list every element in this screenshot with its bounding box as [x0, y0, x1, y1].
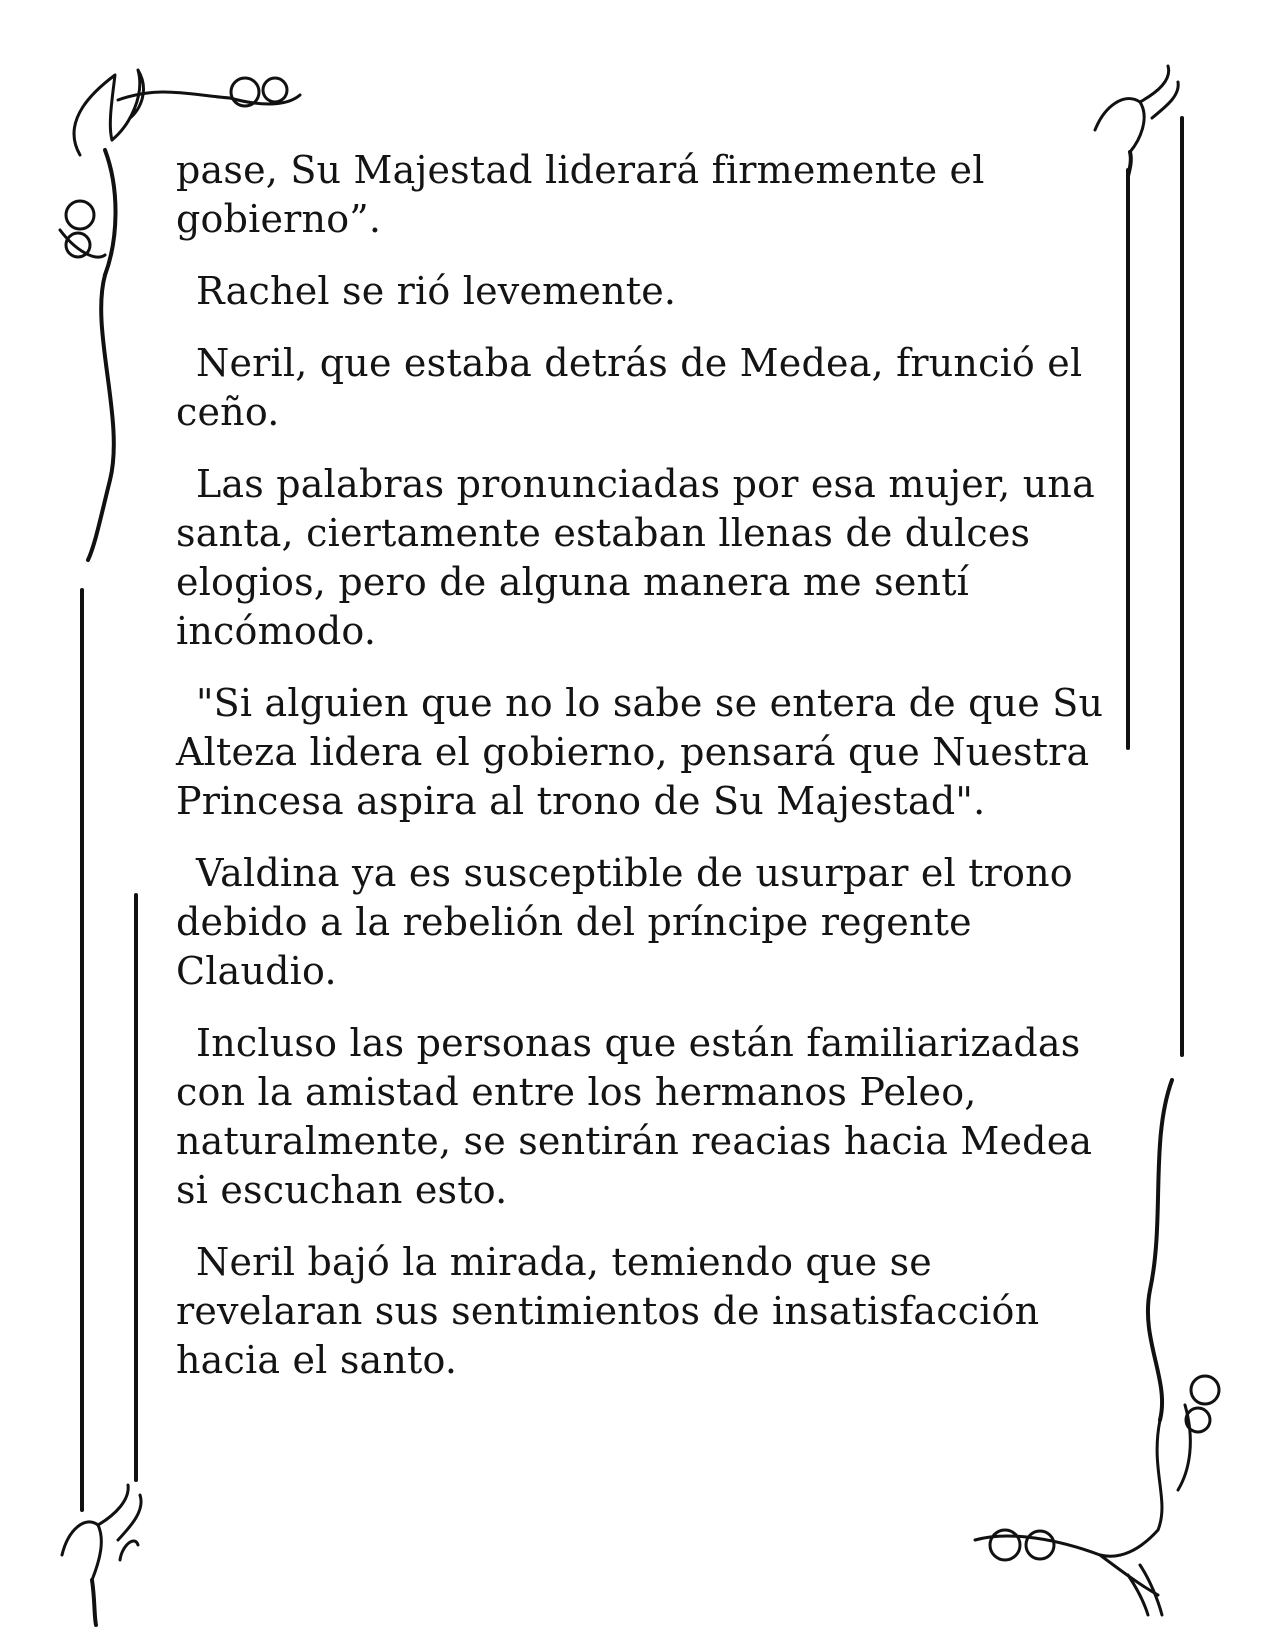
paragraph-3: Neril, que estaba detrás de Medea, frunció el ceño.: [176, 341, 1083, 434]
paragraph-8: Neril bajó la mirada, temiendo que se revelaran sus sentimientos de insatisfacción hacia el santo.: [176, 1240, 1040, 1382]
paragraph-4: Las palabras pronunciadas por esa mujer, una santa, ciertamente estaban llenas de dulces elogios, pero de alguna manera me sentí incómodo.: [176, 462, 1095, 653]
paragraph-1: pase, Su Majestad liderará firmemente el gobierno”.: [176, 148, 985, 241]
top-right-flourish: [1095, 66, 1178, 176]
paragraph-7: Incluso las personas que están familiarizadas con la amistad entre los hermanos Peleo, naturalmente, se sentirán reacias hacia Medea si escuchan esto.: [176, 1021, 1093, 1212]
paragraph-5: "Si alguien que no lo sabe se entera de que Su Alteza lidera el gobierno, pensará que Nuestra Princesa aspira al trono de Su Majestad".: [176, 681, 1104, 823]
body-text: [176, 146, 1106, 1408]
paragraph-6: Valdina ya es susceptible de usurpar el trono debido a la rebelión del príncipe regente Claudio.: [176, 851, 1073, 993]
bottom-left-flourish: [62, 1485, 141, 1625]
paragraph-2: Rachel se rió levemente.: [196, 269, 677, 313]
